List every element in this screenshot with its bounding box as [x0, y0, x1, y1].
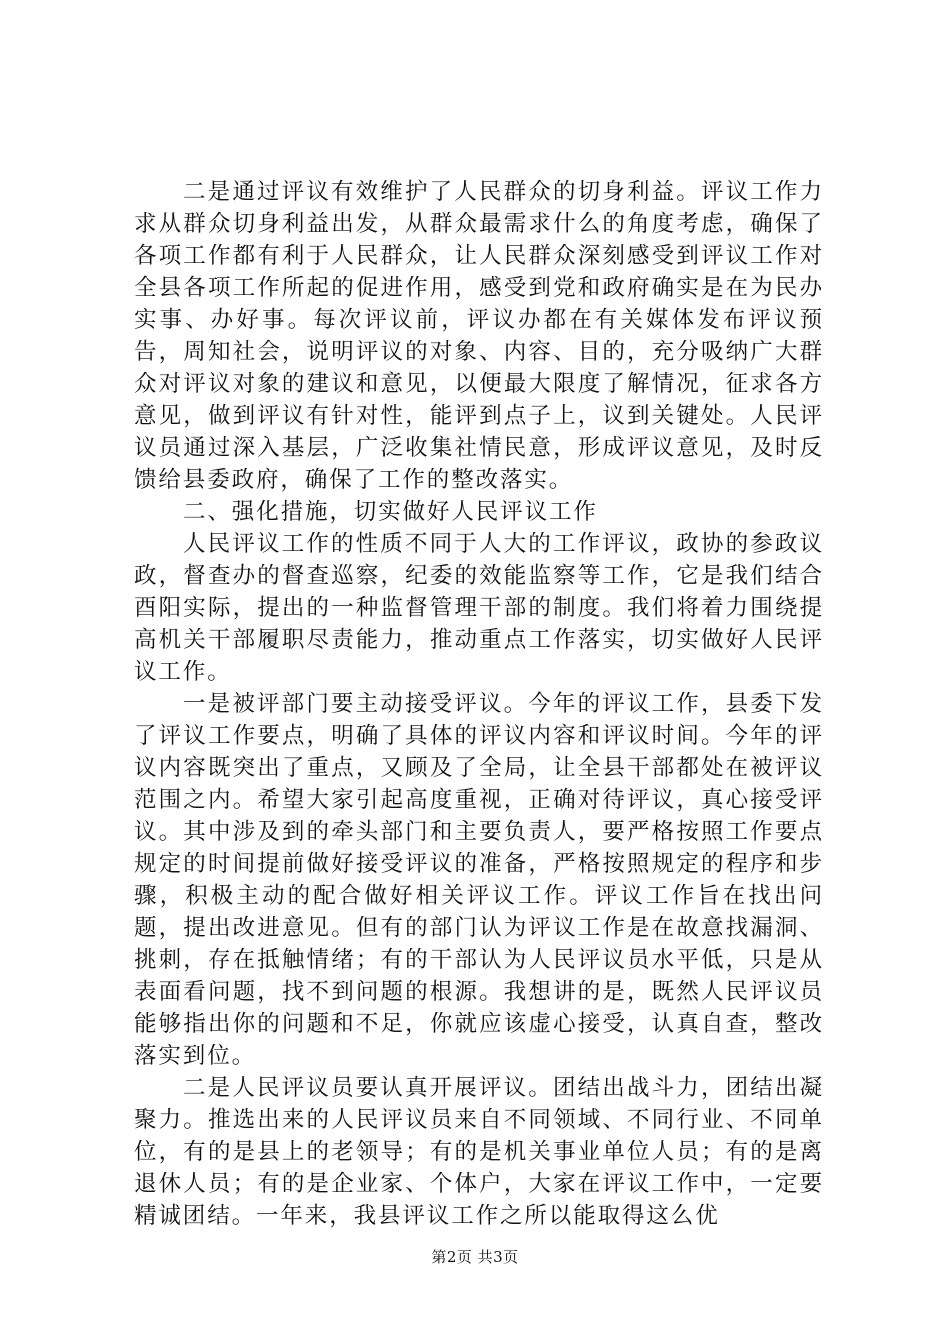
paragraph-reviewers-conduct-review: 二是人民评议员要认真开展评议。团结出战斗力，团结出凝聚力。推选出来的人民评议员来自不同领域、不同行业、不同单位，有的是县上的老领导；有的是机关事业单位人员；有的是离退休人员；有的是企业家、个体户，大家在评议工作中，一定要精诚团结。一年来，我县评议工作之所以能取得这么优 [134, 1075, 824, 1229]
page-number-footer: 第2页 共3页 [431, 1248, 519, 1266]
paragraph-protect-interests: 二是通过评议有效维护了人民群众的切身利益。评议工作力求从群众切身利益出发，从群众最需求什么的角度考虑，确保了各项工作都有利于人民群众，让人民群众深刻感受到评议工作对全县各项工作所起的促进作用，感受到党和政府确实是在为民办实事、办好事。每次评议前，评议办都在有关媒体发布评议预告，周知社会，说明评议的对象、内容、目的，充分吸纳广大群众对评议对象的建议和意见，以便最大限度了解情况，征求各方意见，做到评议有针对性，能评到点子上，议到关键处。人民评议员通过深入基层，广泛收集社情民意，形成评议意见，及时反馈给县委政府，确保了工作的整改落实。 [134, 179, 824, 493]
paragraph-accept-review: 一是被评部门要主动接受评议。今年的评议工作，县委下发了评议工作要点，明确了具体的评议内容和评议时间。今年的评议内容既突出了重点，又顾及了全局，让全县干部都处在被评议范围之内。希望大家引起高度重视，正确对待评议，真心接受评议。其中涉及到的牵头部门和主要负责人，要严格按照工作要点规定的时间提前做好接受评议的准备，严格按照规定的程序和步骤，积极主动的配合做好相关评议工作。评议工作旨在找出问题，提出改进意见。但有的部门认为评议工作是在故意找漏洞、挑刺，存在抵触情绪；有的干部认为人民评议员水平低，只是从表面看问题，找不到问题的根源。我想讲的是，既然人民评议员能够指出你的问题和不足，你就应该虚心接受，认真自查，整改落实到位。 [134, 691, 824, 1069]
document-body [134, 176, 824, 1232]
paragraph-nature-of-review: 人民评议工作的性质不同于人大的工作评议，政协的参政议政，督查办的督查巡察，纪委的效能监察等工作，它是我们结合酉阳实际，提出的一种监督管理干部的制度。我们将着力围绕提高机关干部履职尽责能力，推动重点工作落实，切实做好人民评议工作。 [134, 531, 824, 685]
section-heading-strengthen-measures: 二、强化措施，切实做好人民评议工作 [183, 499, 598, 525]
